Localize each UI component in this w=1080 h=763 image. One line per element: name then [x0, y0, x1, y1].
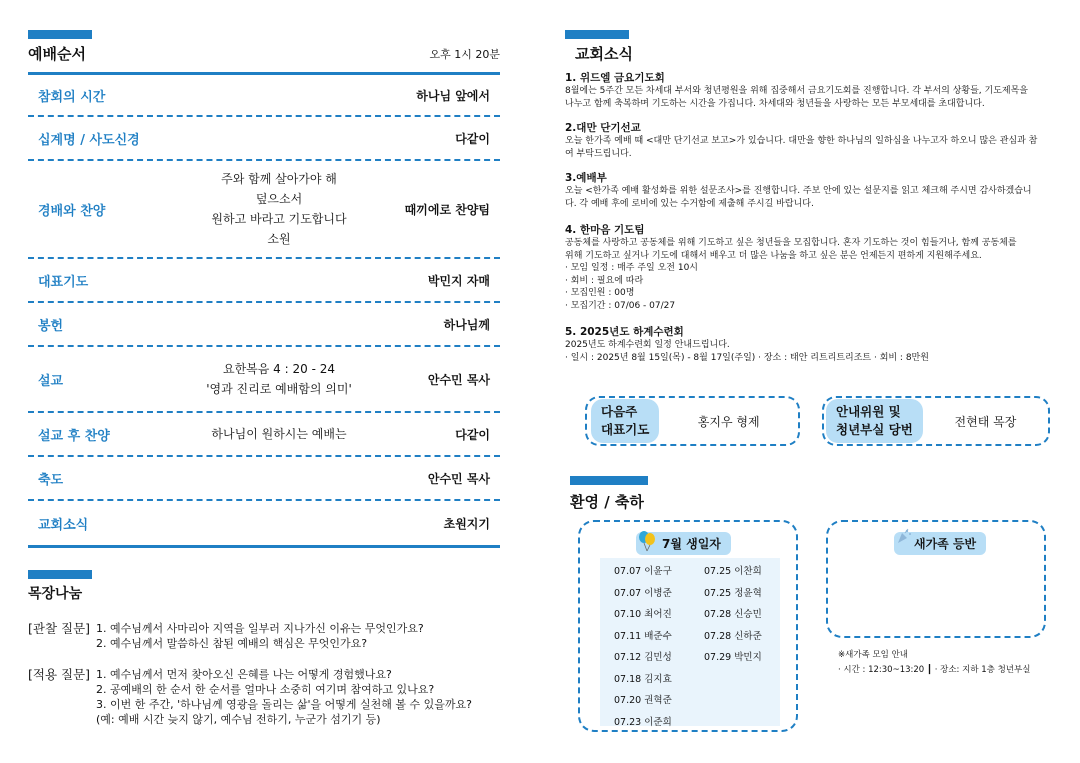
- birthday-list: [600, 558, 780, 726]
- worship-order-title: 예배순서: [28, 45, 86, 63]
- question-line: 2. 공예배의 한 순서 한 순서를 얼마나 소중히 여기며 참여하고 있나요?: [96, 683, 435, 696]
- newcomer-box: [826, 520, 1046, 638]
- birthday-column-right: [690, 558, 780, 726]
- order-item-name: 설교: [38, 373, 64, 389]
- order-item-name: 교회소식: [38, 517, 89, 533]
- order-row: [28, 161, 500, 259]
- church-news-title: 교회소식: [575, 45, 633, 63]
- birthday-box: [578, 520, 798, 732]
- order-item-leader: 안수민 목사: [427, 471, 490, 486]
- order-row: [28, 75, 500, 117]
- guide-tag-line: 청년부실 당번: [836, 422, 913, 437]
- guide-value: 전현태 목장: [954, 414, 1017, 429]
- birthday-entry: 07.18 김지효: [614, 673, 672, 685]
- order-item-detail-line: 요한복음 4 : 20 - 24: [223, 362, 335, 376]
- news-item-line: · 회비 : 필요에 따라: [565, 275, 644, 286]
- question-line: 2. 예수님께서 말씀하신 참된 예배의 핵심은 무엇인가요?: [96, 637, 368, 650]
- section-accent-bar: [28, 570, 92, 579]
- order-row: [28, 457, 500, 501]
- order-row: [28, 501, 500, 545]
- news-items: [565, 70, 1055, 364]
- birthday-tag: [636, 532, 731, 555]
- news-item-line: 2025년도 하계수련회 일정 안내드립니다.: [565, 340, 730, 350]
- next-prayer-tag: [591, 399, 659, 443]
- order-item-name: 대표기도: [38, 274, 89, 290]
- birthday-column-left: [600, 558, 690, 726]
- apply-label: [적용 질문]: [28, 667, 91, 682]
- birthday-entry: 07.23 이준희: [614, 716, 672, 728]
- order-item-detail: [188, 424, 370, 444]
- question-line: 3. 이번 한 주간, '하나님께 영광을 돌리는 삶'을 어떻게 실천해 볼 수 있을까요?: [96, 698, 472, 711]
- news-item-body: [565, 339, 1055, 364]
- news-item-line: · 모임 일정 : 매주 주일 오전 10시: [565, 263, 699, 273]
- question-line: (예: 예배 시간 늦지 않기, 예수님 전하기, 누군가 섬기기 등): [96, 713, 381, 726]
- order-item-name: 봉헌: [38, 318, 64, 334]
- birthday-entry: 07.12 김민성: [614, 652, 672, 663]
- observe-label: [관찰 질문]: [28, 621, 91, 636]
- order-row: [28, 117, 500, 161]
- question-line: 1. 예수님께서 먼저 찾아오신 은혜를 나는 어떻게 경험했나요?: [96, 668, 392, 681]
- mokjang-section: [28, 570, 500, 727]
- apply-lines: [96, 667, 472, 727]
- news-item-line: · 모집기간 : 07/06 - 07/27: [565, 300, 676, 311]
- bottom-rule: [28, 545, 500, 548]
- birthday-title: 7월 생일자: [662, 537, 721, 551]
- news-item-title: 1. 위드엘 금요기도회: [565, 72, 665, 84]
- order-item-name: 설교 후 찬양: [38, 428, 110, 444]
- order-item-name: 경배와 찬양: [38, 203, 106, 219]
- section-accent-bar: [570, 476, 648, 485]
- order-item-leader: 하나님 앞에서: [416, 88, 490, 103]
- news-item-line: · 모집인원 : 00명: [565, 288, 635, 298]
- order-row: [28, 347, 500, 413]
- newcomer-title: 새가족 등반: [914, 537, 977, 551]
- order-item-leader: 하나님께: [443, 317, 490, 332]
- order-item-leader: 초원지기: [443, 516, 490, 531]
- mokjang-title: 목장나눔: [28, 586, 83, 602]
- party-popper-icon: [896, 528, 912, 544]
- order-item-detail-line: 원하고 바라고 기도합니다: [211, 212, 347, 226]
- news-item-line: 8월에는 5주간 모든 차세대 부서와 청년평원을 위해 집중해서 금요기도회를 진행합니다. 각 부서의 상황들, 기도제목을: [565, 86, 1028, 96]
- birthday-entry: 07.07 이병준: [614, 587, 672, 599]
- birthday-entry: 07.28 신하준: [704, 630, 762, 642]
- observe-questions: [28, 621, 500, 651]
- news-item-title: 3.예배부: [565, 172, 607, 184]
- welcome-title: 환영 / 축하: [570, 493, 644, 511]
- birthday-entry: 07.20 권혁준: [614, 695, 672, 706]
- question-line: 1. 예수님께서 사마리아 지역을 일부러 지나가신 이유는 무엇인가요?: [96, 622, 424, 635]
- guide-tag-line: 안내위원 및: [836, 404, 901, 419]
- worship-order-section: [28, 30, 500, 548]
- guide-tag: [826, 399, 923, 443]
- order-item-detail-line: 덮으소서: [255, 192, 303, 206]
- order-item-detail: [188, 359, 370, 399]
- order-item-detail-line: 하나님이 원하시는 예배는: [211, 427, 347, 441]
- observe-lines: [96, 621, 424, 651]
- order-item-leader: 때끼에로 찬양팀: [404, 202, 490, 217]
- news-item-line: 공동체를 사랑하고 공동체를 위해 기도하고 싶은 청년들을 모집합니다. 혼자 기도하는 것이 힘들거나, 함께 공동체를: [565, 238, 1017, 248]
- news-item-body: [565, 85, 1055, 110]
- order-item-detail-line: '영과 진리로 예배함의 의미': [206, 382, 352, 396]
- news-item-line: 여 부탁드립니다.: [565, 148, 632, 159]
- news-item: [565, 170, 1055, 210]
- birthday-entry: 07.07 이윤구: [614, 566, 672, 577]
- news-item: [565, 120, 1055, 160]
- news-item-line: 오늘 <한가족 예배 활성화를 위한 설문조사>를 진행합니다. 주보 안에 있는 설문지를 읽고 체크해 주시면 감사하겠습니: [565, 186, 1032, 196]
- news-item-line: 나누고 함께 축복하며 기도하는 시간을 가집니다. 차세대와 청년들을 사랑하는 모든 부모세대를 초대합니다.: [565, 98, 985, 109]
- order-item-name: 참회의 시간: [38, 89, 106, 105]
- order-row: [28, 303, 500, 347]
- news-item-line: 위해 기도하고 싶거나 기도에 대해서 배우고 더 많은 나눔을 하고 싶은 분은 언제든지 편하게 지원해주세요.: [565, 250, 982, 261]
- order-item-leader: 다같이: [455, 427, 490, 442]
- next-prayer-box: [585, 396, 800, 446]
- order-item-leader: 박민지 자매: [427, 273, 490, 288]
- guide-box: [822, 396, 1050, 446]
- newcomer-tag: [894, 532, 986, 555]
- birthday-entry: 07.28 신승민: [704, 609, 762, 620]
- news-item-line: 오늘 한가족 예배 때 <대만 단기선교 보고>가 있습니다. 대만을 향한 하나님의 일하심을 나누고자 하오니 많은 관심과 참: [565, 136, 1038, 146]
- news-item: [565, 324, 1055, 364]
- order-row: [28, 259, 500, 303]
- section-accent-bar: [565, 30, 629, 39]
- order-rows: [28, 75, 500, 545]
- birthday-entry: 07.29 박민지: [704, 652, 762, 663]
- birthday-entry: 07.25 이찬희: [704, 566, 762, 577]
- news-item: [565, 70, 1055, 110]
- order-item-name: 십계명 / 사도신경: [38, 132, 140, 148]
- next-prayer-value: 홍지우 형제: [697, 414, 760, 429]
- news-item-line: 다. 각 예배 후에 로비에 있는 수거함에 제출해 주시길 바랍니다.: [565, 198, 814, 209]
- order-item-detail-line: 소원: [267, 232, 291, 246]
- newcomer-note: [838, 648, 1030, 678]
- birthday-entry: 07.25 정윤혁: [704, 587, 762, 599]
- welcome-section: [570, 476, 648, 512]
- newcomer-note-line: ※새가족 모임 안내: [838, 650, 909, 660]
- next-prayer-tag-line: 다음주: [601, 404, 638, 419]
- news-item: [565, 222, 1055, 312]
- order-item-leader: 다같이: [455, 131, 490, 146]
- balloon-icon: [638, 530, 656, 552]
- order-item-leader: 안수민 목사: [427, 372, 490, 387]
- order-item-detail: [188, 169, 370, 249]
- news-item-title: 5. 2025년도 하계수련회: [565, 326, 684, 338]
- order-item-detail-line: 주와 함께 살아가야 해: [221, 172, 337, 186]
- birthday-entry: 07.10 최어진: [614, 609, 672, 620]
- order-row: [28, 413, 500, 457]
- apply-questions: [28, 667, 500, 727]
- news-item-body: [565, 135, 1055, 160]
- order-item-name: 축도: [38, 472, 64, 488]
- section-accent-bar: [28, 30, 92, 39]
- church-news-section: [565, 30, 1055, 364]
- news-item-body: [565, 237, 1055, 312]
- news-item-title: 2.대만 단기선교: [565, 122, 641, 134]
- news-item-line: · 일시 : 2025년 8월 15일(목) - 8월 17일(주일) · 장소 : 태안 리트리트리조트 · 회비 : 8만원: [565, 352, 929, 363]
- news-item-title: 4. 한마음 기도팀: [565, 224, 645, 236]
- next-prayer-tag-line: 대표기도: [601, 422, 650, 437]
- worship-time: 오후 1시 20분: [429, 48, 500, 61]
- birthday-entry: 07.11 배준수: [614, 630, 672, 642]
- newcomer-note-line: · 시간 : 12:30~13:20 ┃ · 장소: 지하 1층 청년부실: [838, 665, 1031, 675]
- news-item-body: [565, 185, 1055, 210]
